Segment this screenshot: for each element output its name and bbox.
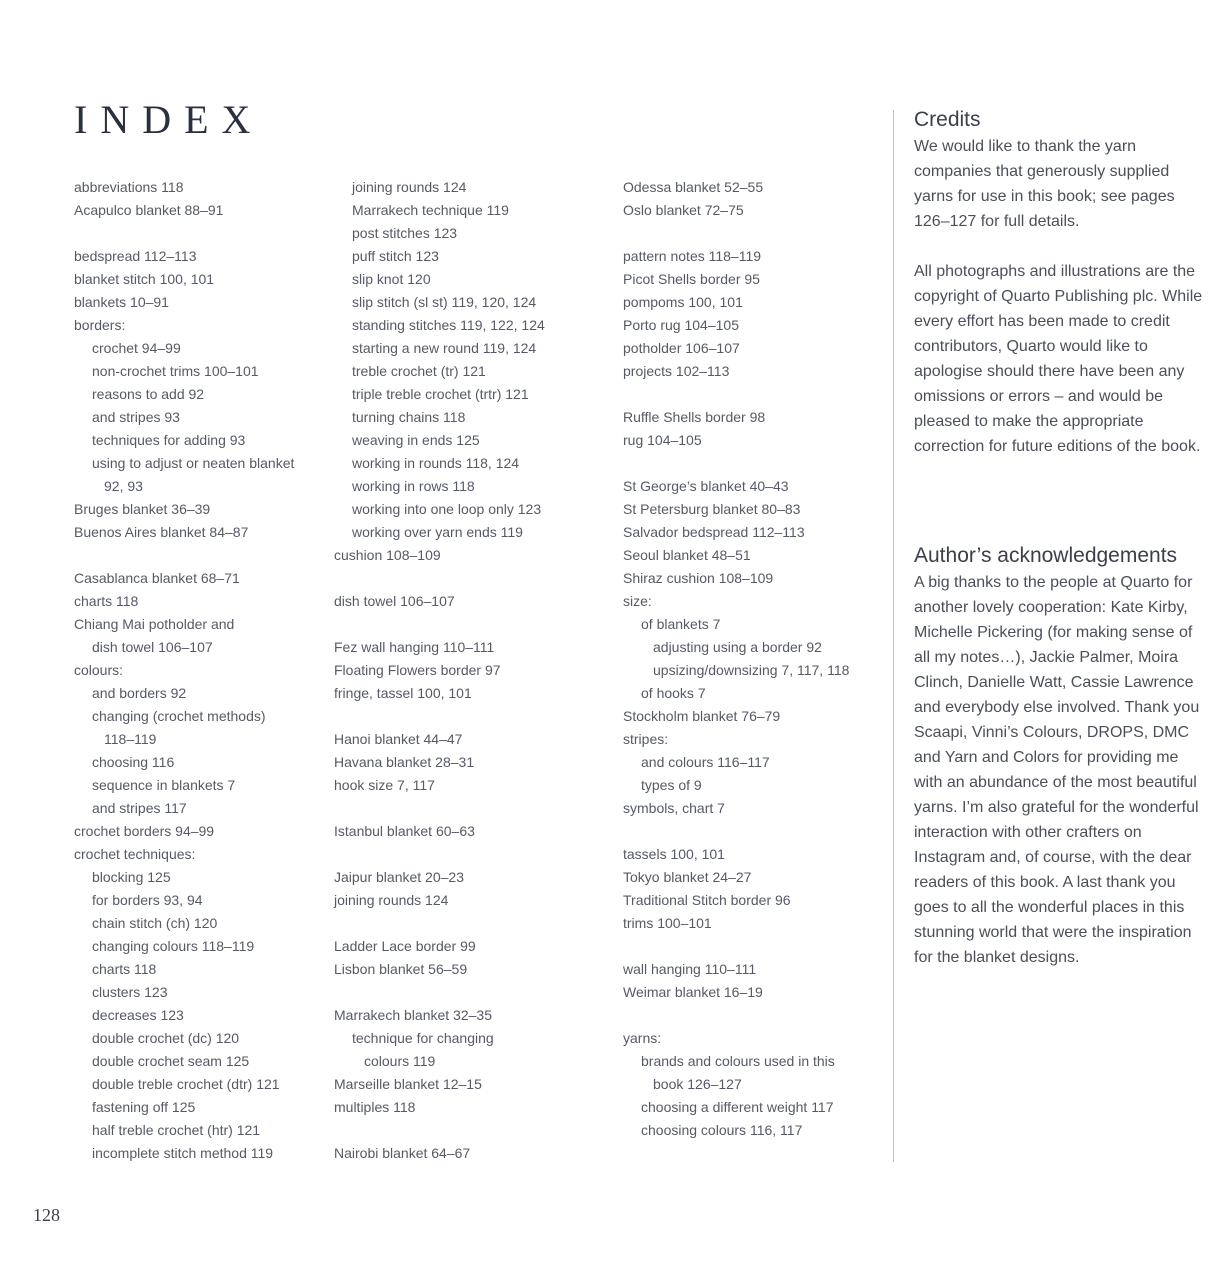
index-spacer	[334, 705, 594, 728]
index-spacer	[334, 613, 594, 636]
index-entry: bedspread 112–113	[74, 248, 197, 264]
index-column-2	[334, 176, 594, 1165]
index-entry: charts 118	[74, 593, 139, 609]
index-spacer	[334, 843, 594, 866]
index-entry: colours:	[74, 662, 124, 678]
index-subentry: choosing 116	[92, 754, 175, 770]
index-subentry: blocking 125	[92, 869, 171, 885]
index-spacer	[334, 797, 594, 820]
index-subentry: working in rounds 118, 124	[352, 455, 520, 471]
index-spacer	[74, 222, 334, 245]
index-subentry: working over yarn ends 119	[352, 524, 523, 540]
index-subentry: slip knot 120	[352, 271, 431, 287]
index-subentry: of hooks 7	[641, 685, 706, 701]
index-spacer	[334, 567, 594, 590]
index-subentry: dish towel 106–107	[92, 639, 213, 655]
index-entry: stripes:	[623, 731, 669, 747]
index-entry: symbols, chart 7	[623, 800, 725, 816]
index-entry: Bruges blanket 36–39	[74, 501, 211, 517]
index-entry: crochet techniques:	[74, 846, 196, 862]
index-subentry: working in rows 118	[352, 478, 475, 494]
index-subentry: weaving in ends 125	[352, 432, 480, 448]
index-subentry: puff stitch 123	[352, 248, 439, 264]
index-subentry: chain stitch (ch) 120	[92, 915, 218, 931]
index-entry: abbreviations 118	[74, 179, 184, 195]
index-entry: Weimar blanket 16–19	[623, 984, 763, 1000]
index-entry: potholder 106–107	[623, 340, 740, 356]
index-subentry: brands and colours used in this	[641, 1053, 835, 1069]
index-entry: Salvador bedspread 112–113	[623, 524, 805, 540]
index-entry: Shiraz cushion 108–109	[623, 570, 774, 586]
index-subentry: choosing colours 116, 117	[641, 1122, 803, 1138]
index-subentry: upsizing/downsizing 7, 117, 118	[653, 662, 850, 678]
index-entry: pattern notes 118–119	[623, 248, 762, 264]
credits-paragraph: We would like to thank the yarn companies that generously supplied yarns for use in this book; see pages 126–127 for full details.	[914, 138, 1175, 230]
index-entry: Casablanca blanket 68–71	[74, 570, 240, 586]
index-subentry: reasons to add 92	[92, 386, 205, 402]
credits-section	[914, 106, 1206, 459]
index-subentry: types of 9	[641, 777, 702, 793]
index-subentry: charts 118	[92, 961, 157, 977]
index-entry: Lisbon blanket 56–59	[334, 961, 468, 977]
index-entry: Oslo blanket 72–75	[623, 202, 744, 218]
index-subentry: post stitches 123	[352, 225, 458, 241]
index-subentry: changing (crochet methods)	[92, 708, 266, 724]
index-entry: Ruffle Shells border 98	[623, 409, 766, 425]
index-entry: Havana blanket 28–31	[334, 754, 475, 770]
index-subentry: adjusting using a border 92	[653, 639, 822, 655]
index-subentry: of blankets 7	[641, 616, 721, 632]
index-entry: blanket stitch 100, 101	[74, 271, 215, 287]
index-entry: Hanoi blanket 44–47	[334, 731, 463, 747]
index-subentry: working into one loop only 123	[352, 501, 542, 517]
index-subentry: and borders 92	[92, 685, 187, 701]
index-entry: St Petersburg blanket 80–83	[623, 501, 801, 517]
index-subentry: treble crochet (tr) 121	[352, 363, 486, 379]
index-entry: Stockholm blanket 76–79	[623, 708, 781, 724]
acknowledgements-heading: Author’s acknowledgements	[914, 544, 1178, 567]
index-entry: blankets 10–91	[74, 294, 169, 310]
index-subentry: double crochet (dc) 120	[92, 1030, 240, 1046]
index-entry: joining rounds 124	[334, 892, 449, 908]
index-subentry: book 126–127	[653, 1076, 742, 1092]
index-entry: Marrakech blanket 32–35	[334, 1007, 492, 1023]
index-entry: Jaipur blanket 20–23	[334, 869, 464, 885]
index-spacer	[334, 981, 594, 1004]
index-entry: Picot Shells border 95	[623, 271, 760, 287]
index-subentry: triple treble crochet (trtr) 121	[352, 386, 529, 402]
index-entry: Fez wall hanging 110–111	[334, 639, 495, 655]
index-entry: tassels 100, 101	[623, 846, 725, 862]
acknowledgements-paragraph: A big thanks to the people at Quarto for another lovely cooperation: Kate Kirby, Michelle Pickering (for making sense of all my notes…), Jackie Palmer, Moira Clinch, Danielle Watt, Cassie Lawrence and everybody else involved. Thank you Scaapi, Vinni’s Colours, DROPS, DMC and Yarn and Colors for providing me with an abundance of the most beautiful yarns. I’m also grateful for the wonderful interaction with other crafters on Instagram and, of course, with the dear readers of this book. A last thank you goes to all the wonderful places in this stunning world that were the inspiration for the blanket designs.	[914, 574, 1200, 966]
index-subentry: using to adjust or neaten blanket	[92, 455, 295, 471]
index-entry: Floating Flowers border 97	[334, 662, 501, 678]
index-subentry: standing stitches 119, 122, 124	[352, 317, 545, 333]
index-subentry: technique for changing	[352, 1030, 494, 1046]
index-subentry: sequence in blankets 7	[92, 777, 236, 793]
index-entry: cushion 108–109	[334, 547, 441, 563]
index-entry: hook size 7, 117	[334, 777, 435, 793]
index-entry: projects 102–113	[623, 363, 730, 379]
index-subentry: 118–119	[104, 731, 157, 747]
index-entry: Ladder Lace border 99	[334, 938, 476, 954]
index-entry: Acapulco blanket 88–91	[74, 202, 224, 218]
page-title: INDEX	[74, 97, 264, 142]
credits-paragraph: All photographs and illustrations are the copyright of Quarto Publishing plc. While every effort has been made to credit contributors, Quarto would like to apologise should there have been any omissions or errors – and would be pleased to make the appropriate correction for future editions of the book.	[914, 263, 1203, 455]
index-entry: St George’s blanket 40–43	[623, 478, 789, 494]
index-entry: dish towel 106–107	[334, 593, 455, 609]
index-subentry: 92, 93	[104, 478, 143, 494]
index-subentry: and stripes 93	[92, 409, 180, 425]
index-entry: wall hanging 110–111	[623, 961, 757, 977]
index-subentry: choosing a different weight 117	[641, 1099, 834, 1115]
index-entry: Tokyo blanket 24–27	[623, 869, 752, 885]
index-entry: size:	[623, 593, 652, 609]
index-subentry: starting a new round 119, 124	[352, 340, 537, 356]
index-subentry: and colours 116–117	[641, 754, 770, 770]
index-subentry: and stripes 117	[92, 800, 187, 816]
index-entry: borders:	[74, 317, 126, 333]
index-entry: yarns:	[623, 1030, 662, 1046]
index-spacer	[623, 935, 883, 958]
index-entry: crochet borders 94–99	[74, 823, 215, 839]
index-subentry: crochet 94–99	[92, 340, 181, 356]
acknowledgements-section	[914, 542, 1206, 970]
index-subentry: fastening off 125	[92, 1099, 196, 1115]
index-column-3	[623, 176, 883, 1142]
page-number: 128	[33, 1205, 60, 1225]
index-subentry: slip stitch (sl st) 119, 120, 124	[352, 294, 537, 310]
index-spacer	[623, 820, 883, 843]
index-subentry: clusters 123	[92, 984, 168, 1000]
index-spacer	[623, 452, 883, 475]
index-entry: Marseille blanket 12–15	[334, 1076, 482, 1092]
index-subentry: changing colours 118–119	[92, 938, 255, 954]
index-subentry: half treble crochet (htr) 121	[92, 1122, 261, 1138]
index-subentry: Marrakech technique 119	[352, 202, 509, 218]
index-entry: Chiang Mai potholder and	[74, 616, 235, 632]
index-subentry: non-crochet trims 100–101	[92, 363, 259, 379]
index-subentry: joining rounds 124	[352, 179, 467, 195]
index-entry: rug 104–105	[623, 432, 702, 448]
index-entry: pompoms 100, 101	[623, 294, 743, 310]
index-subentry: techniques for adding 93	[92, 432, 246, 448]
index-spacer	[623, 383, 883, 406]
index-entry: trims 100–101	[623, 915, 712, 931]
index-spacer	[623, 1004, 883, 1027]
index-subentry: decreases 123	[92, 1007, 184, 1023]
index-subentry: incomplete stitch method 119	[92, 1145, 274, 1161]
index-spacer	[623, 222, 883, 245]
index-subentry: colours 119	[364, 1053, 436, 1069]
index-entry: Traditional Stitch border 96	[623, 892, 791, 908]
index-subentry: double crochet seam 125	[92, 1053, 250, 1069]
index-entry: fringe, tassel 100, 101	[334, 685, 472, 701]
index-spacer	[334, 1119, 594, 1142]
index-spacer	[74, 544, 334, 567]
index-entry: Buenos Aires blanket 84–87	[74, 524, 249, 540]
index-entry: Seoul blanket 48–51	[623, 547, 751, 563]
index-entry: Istanbul blanket 60–63	[334, 823, 475, 839]
column-divider	[893, 110, 894, 1162]
index-entry: Nairobi blanket 64–67	[334, 1145, 471, 1161]
index-subentry: double treble crochet (dtr) 121	[92, 1076, 280, 1092]
index-entry: Porto rug 104–105	[623, 317, 739, 333]
index-subentry: for borders 93, 94	[92, 892, 203, 908]
index-spacer	[334, 912, 594, 935]
index-subentry: turning chains 118	[352, 409, 466, 425]
index-entry: multiples 118	[334, 1099, 416, 1115]
index-entry: Odessa blanket 52–55	[623, 179, 764, 195]
index-column-1	[74, 176, 334, 1165]
credits-heading: Credits	[914, 108, 981, 131]
